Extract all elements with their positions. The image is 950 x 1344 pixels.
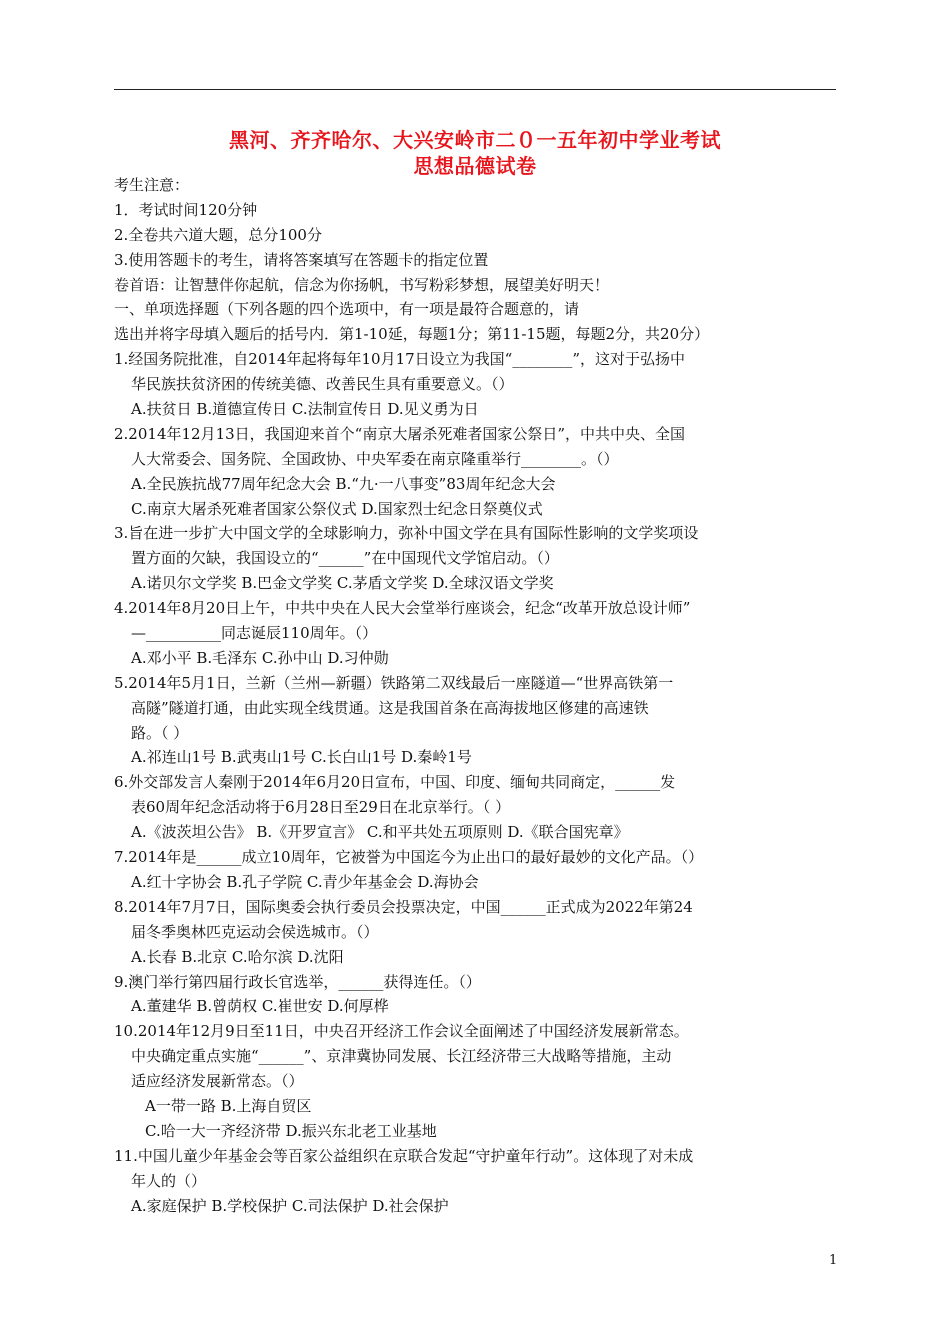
text-line: 高隧”隧道打通，由此实现全线贯通。这是我国首条在高海拔地区修建的高速铁 — [131, 698, 649, 717]
text-line: 3.旨在进一步扩大中国文学的全球影响力，弥补中国文学在具有国际性影响的文学奖项设 — [114, 524, 699, 543]
text-line: C.南京大屠杀死难者国家公祭仪式 D.国家烈士纪念日祭奠仪式 — [131, 499, 543, 518]
exam-title: 黑河、齐齐哈尔、大兴安岭市二０一五年初中学业考试 — [229, 128, 721, 152]
text-line: 8.2014年7月7日，国际奥委会执行委员会投票决定，中国______正式成为2022年第24 — [114, 897, 693, 916]
text-line: 2.全卷共六道大题，总分100分 — [114, 225, 322, 244]
text-line: 适应经济发展新常态。（） — [131, 1072, 304, 1091]
page-number: 1 — [829, 1253, 838, 1268]
text-line: 届冬季奥林匹克运动会侯选城市。（） — [131, 922, 379, 941]
text-line: 卷首语：让智慧伴你起航，信念为你扬帆，书写粉彩梦想，展望美好明天！ — [114, 275, 610, 294]
text-line: 5.2014年5月1日，兰新（兰州—新疆）铁路第二双线最后一座隧道—“世界高铁第一 — [114, 673, 674, 692]
text-line: 选出并将字母填入题后的括号内．第1-10延，每题1分；第11-15题，每题2分，共20分） — [114, 325, 710, 344]
text-line: 4.2014年8月20日上午，中共中央在人民大会堂举行座谈会，纪念“改革开放总设计师” — [114, 599, 691, 618]
text-line: 7.2014年是______成立10周年，它被誉为中国迄今为止出口的最好最妙的文化产品。（） — [114, 848, 704, 867]
text-line: A.董建华 B.曾荫权 C.崔世安 D.何厚桦 — [131, 997, 389, 1016]
text-line: A.扶贫日 B.道德宣传日 C.法制宣传日 D.见义勇为日 — [131, 400, 479, 419]
text-line: A.长春 B.北京 C.哈尔滨 D.沈阳 — [131, 947, 344, 966]
text-line: 表60周年纪念活动将于6月28日至29日在北京举行。（ ） — [131, 798, 511, 817]
text-line: 考生注意： — [114, 176, 190, 194]
exam-body — [114, 173, 814, 1218]
text-line: A.诺贝尔文学奖 B.巴金文学奖 C.茅盾文学奖 D.全球汉语文学奖 — [131, 574, 554, 593]
text-line: 置方面的欠缺，我国设立的“______”在中国现代文学馆启动。（） — [131, 549, 559, 568]
text-line: —__________同志诞辰110周年。（） — [131, 624, 378, 643]
text-line: 1.经国务院批准，自2014年起将每年10月17日设立为我国“________”，这对于弘扬中 — [114, 350, 685, 369]
text-line: A.祁连山1号 B.武夷山1号 C.长白山1号 D.秦岭1号 — [131, 748, 472, 767]
text-line: A.《波茨坦公告》 B.《开罗宣言》 C.和平共处五项原则 D.《联合国宪章》 — [131, 823, 629, 842]
text-line: 年人的（） — [131, 1171, 207, 1190]
header-rule — [114, 89, 836, 90]
text-line: 6.外交部发言人秦刚于2014年6月20日宣布，中国、印度、缅甸共同商定，______发 — [114, 773, 676, 792]
text-line: 9.澳门举行第四届行政长官选举，______获得连任。（） — [114, 972, 481, 991]
text-line: C.哈一大一齐经济带 D.振兴东北老工业基地 — [145, 1121, 437, 1140]
text-line: 1．考试时间120分钟 — [114, 200, 258, 219]
text-line: 2.2014年12月13日，我国迎来首个“南京大屠杀死难者国家公祭日”，中共中央、全国 — [114, 424, 685, 443]
text-line: 华民族扶贫济困的传统美德、改善民生具有重要意义。（） — [131, 375, 514, 394]
text-line: 一、单项选择题（下列各题的四个选项中，有一项是最符合题意的，请 — [114, 300, 580, 319]
text-line: 3.使用答题卡的考生，请将答案填写在答题卡的指定位置 — [114, 250, 489, 269]
text-line: A一带一路 B.上海自贸区 — [145, 1096, 312, 1115]
text-line: A.邓小平 B.毛泽东 C.孙中山 D.习仲勋 — [131, 648, 389, 667]
text-line: 路。（ ） — [131, 723, 189, 742]
text-line: 10.2014年12月9日至11日，中央召开经济工作会议全面阐述了中国经济发展新常态。 — [114, 1022, 689, 1041]
text-line: A.红十字协会 B.孔子学院 C.青少年基金会 D.海协会 — [131, 872, 479, 891]
text-line: 中央确定重点实施“______”、京津冀协同发展、长江经济带三大战略等措施，主动 — [131, 1047, 672, 1066]
text-line: A.家庭保护 B.学校保护 C.司法保护 D.社会保护 — [131, 1196, 449, 1215]
text-line: 人大常委会、国务院、全国政协、中央军委在南京隆重举行________。（） — [131, 449, 619, 468]
text-line: A.全民族抗战77周年纪念大会 B.“九·一八事变”83周年纪念大会 — [131, 474, 556, 493]
exam-subtitle: 思想品德试卷 — [413, 154, 537, 178]
text-line: 11.中国儿童少年基金会等百家公益组织在京联合发起“守护童年行动”。这体现了对未成 — [114, 1146, 694, 1165]
